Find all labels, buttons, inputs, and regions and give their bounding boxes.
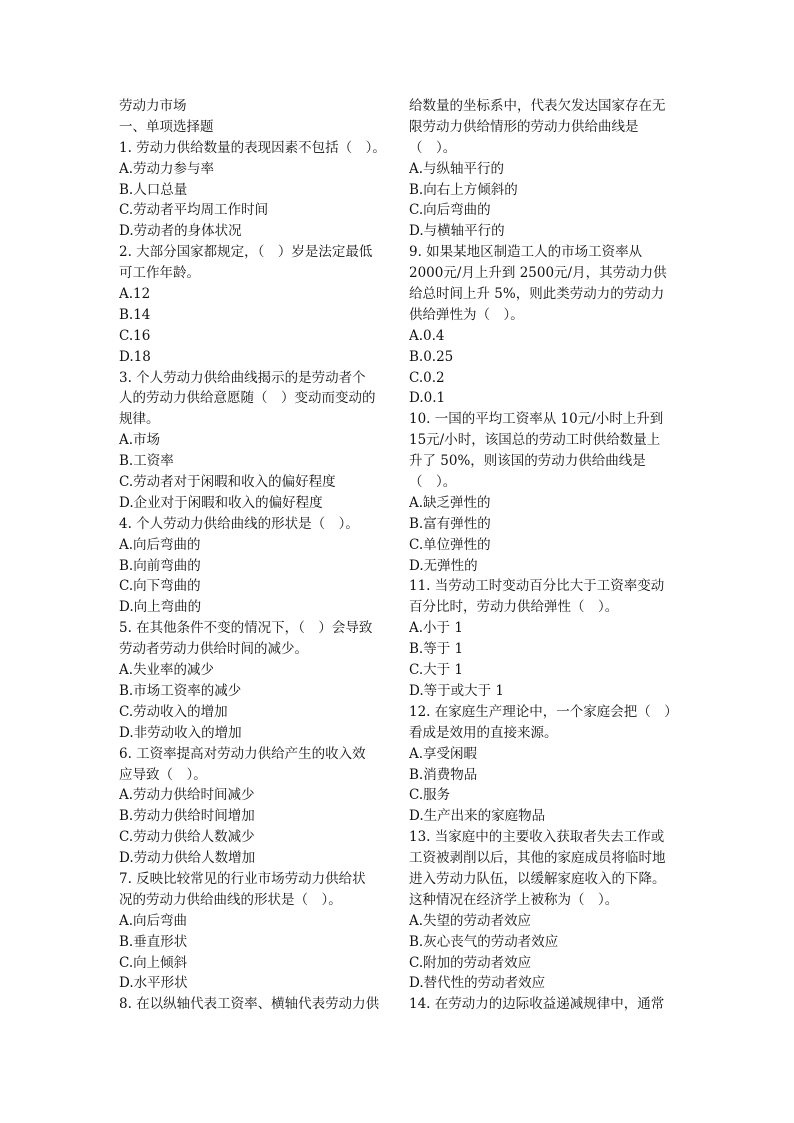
text-line: C.劳动者平均周工作时间 [119,202,269,219]
text-line: D.水平形状 [119,975,188,992]
text-line: B.人口总量 [119,181,188,198]
text-line: B.富有弹性的 [409,515,491,532]
text-line: 看成是效用的直接来源。 [409,724,558,741]
text-line: D.等于或大于 1 [409,682,505,699]
text-line: A.0.4 [409,327,445,344]
text-line: C.向后弯曲的 [409,202,491,219]
text-line: D.18 [119,348,151,365]
text-line: B.工资率 [119,453,174,470]
text-line: 9. 如果某地区制造工人的市场工资率从 [409,244,643,261]
text-line: A.失业率的减少 [119,662,215,679]
text-line: 这种情况在经济学上被称为（ ）。 [409,891,619,908]
text-line: C.0.2 [409,369,445,386]
text-line: B.灰心丧气的劳动者效应 [409,933,559,950]
text-line: A.劳动力参与率 [119,160,215,177]
text-line: 5. 在其他条件不变的情况下，（ ）会导致 [119,620,373,637]
text-line: 劳动力市场 [119,98,187,114]
text-line: 2000元/月上升到 2500元/月，其劳动力供 [409,265,667,282]
text-line: B.劳动力供给时间增加 [119,808,255,825]
text-line: 升了 50%，则该国的劳动力供给曲线是 [409,453,646,470]
text-line: C.劳动力供给人数减少 [119,829,255,846]
text-line: 应导致（ ）。 [119,766,207,783]
text-line: B.等于 1 [409,641,464,658]
text-line: A.缺乏弹性的 [409,494,491,511]
text-line: B.0.25 [409,348,454,365]
text-line: 人的劳动力供给意愿随（ ）变动而变动的 [119,390,376,407]
text-line: C.服务 [409,787,451,804]
text-line: A.12 [119,286,151,303]
text-line: A.与纵轴平行的 [409,160,505,177]
text-line: 给数量的坐标系中，代表欠发达国家存在无 [409,98,666,114]
text-line: 劳动者劳动力供给时间的减少。 [119,641,308,658]
text-line: C.劳动者对于闲暇和收入的偏好程度 [119,474,336,491]
text-line: 进入劳动力队伍，以缓解家庭收入的下降。 [409,870,666,887]
text-line: A.小于 1 [409,620,463,637]
text-line: 给总时间上升 5%，则此类劳动力的劳动力 [409,286,665,303]
text-line: 限劳动力供给情形的劳动力供给曲线是 [409,118,639,135]
text-line: D.劳动力供给人数增加 [119,850,256,867]
text-line: C.16 [119,327,151,344]
text-line: D.无弹性的 [409,557,478,574]
text-line: 一、单项选择题 [119,118,214,135]
left-column [119,96,389,1015]
text-line: A.向后弯曲 [119,912,188,929]
text-line: B.向右上方倾斜的 [409,181,518,198]
text-line: C.劳动收入的增加 [119,703,228,720]
text-line: 6. 工资率提高对劳动力供给产生的收入效 [119,745,366,762]
text-line: 1. 劳动力供给数量的表现因素不包括（ ）。 [119,139,386,156]
text-line: D.非劳动收入的增加 [119,724,242,741]
text-line: 12. 在家庭生产理论中，一个家庭会把（ ） [409,703,678,720]
right-column [409,96,679,1015]
text-line: 可工作年龄。 [119,265,200,282]
text-line: B.消费物品 [409,766,478,783]
text-line: D.0.1 [409,390,446,407]
text-line: D.与横轴平行的 [409,223,505,240]
text-line: B.14 [119,306,151,323]
text-line: D.劳动者的身体状况 [119,223,242,240]
text-line: D.企业对于闲暇和收入的偏好程度 [119,494,323,511]
text-line: 百分比时，劳动力供给弹性（ ）。 [409,599,619,616]
text-line: 11. 当劳动工时变动百分比大于工资率变动 [409,578,665,595]
text-line: 2. 大部分国家都规定，（ ）岁是法定最低 [119,244,373,261]
text-line: 7. 反映比较常见的行业市场劳动力供给状 [119,870,366,887]
text-line: 13. 当家庭中的主要收入获取者失去工作或 [409,829,665,846]
text-line: 4. 个人劳动力供给曲线的形状是（ ）。 [119,515,359,532]
text-line: （ ）。 [409,474,457,491]
text-line: 15元/小时，该国总的劳动工时供给数量上 [409,432,661,449]
text-line: A.市场 [119,432,161,449]
text-line: A.失望的劳动者效应 [409,912,532,929]
text-line: 8. 在以纵轴代表工资率、横轴代表劳动力供 [119,996,380,1013]
text-line: 规律。 [119,411,160,428]
text-line: 况的劳动力供给曲线的形状是（ ）。 [119,891,342,908]
text-line: B.向前弯曲的 [119,557,201,574]
text-line: C.向下弯曲的 [119,578,201,595]
text-line: 供给弹性为（ ）。 [409,306,524,323]
text-line: D.生产出来的家庭物品 [409,808,546,825]
text-line: 10. 一国的平均工资率从 10元/小时上升到 [409,411,664,428]
text-line: A.享受闲暇 [409,745,478,762]
text-line: C.附加的劳动者效应 [409,954,532,971]
text-line: 工资被剥削以后，其他的家庭成员将临时地 [409,850,666,867]
text-line: A.向后弯曲的 [119,536,201,553]
text-line: D.向上弯曲的 [119,599,202,616]
text-line: B.市场工资率的减少 [119,682,242,699]
text-line: （ ）。 [409,139,457,156]
text-line: B.垂直形状 [119,933,188,950]
text-line: A.劳动力供给时间减少 [119,787,255,804]
text-line: C.单位弹性的 [409,536,491,553]
text-line: D.替代性的劳动者效应 [409,975,546,992]
text-line: 14. 在劳动力的边际收益递减规律中，通常 [409,996,665,1013]
text-line: 3. 个人劳动力供给曲线揭示的是劳动者个 [119,369,366,386]
text-line: C.大于 1 [409,662,464,679]
text-line: C.向上倾斜 [119,954,188,971]
